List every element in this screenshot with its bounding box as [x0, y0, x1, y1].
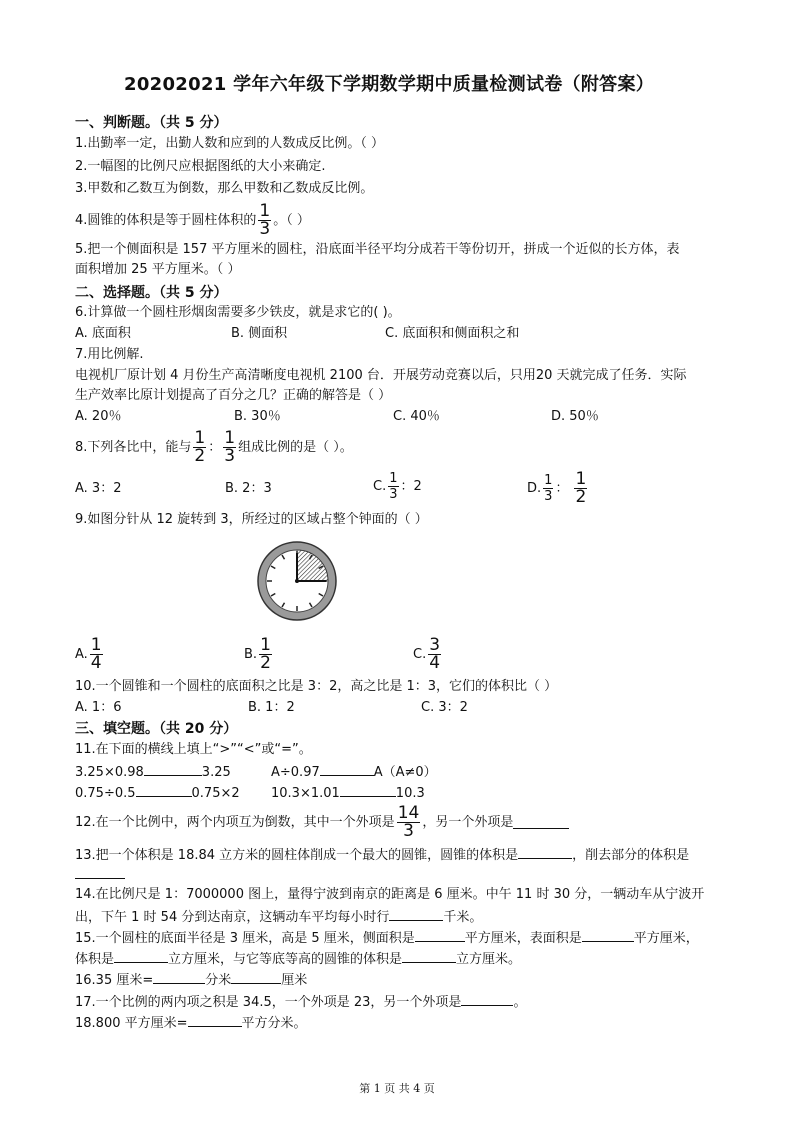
question-5-line-1: 5.把一个侧面积是 157 平方厘米的圆柱，沿底面半径平均分成若干等份切开，拼成一个近似的长方体，表	[75, 242, 680, 257]
question-13-line-1	[75, 846, 689, 864]
answer-blank[interactable]	[518, 846, 572, 859]
question-12-text: 12.在一个比例中，两个内项互为倒数，其中一个外项是	[75, 814, 395, 830]
fraction-one-third: $\frac{1}{3}$	[224, 428, 236, 466]
expression: 0.75×2	[191, 786, 240, 801]
section-heading-choice: 二、选择题。（共 5 分）	[75, 285, 228, 301]
option-d-label: D.	[527, 480, 542, 496]
question-7-line-1: 电视机厂原计划 4 月份生产高清晰度电视机 2100 台．开展劳动竞赛以后，只用20 天就完成了任务．实际	[75, 368, 687, 383]
ratio-colon: ：	[555, 480, 569, 496]
question-12-text-2: ，另一个外项是	[422, 814, 514, 830]
question-11-item-1	[75, 763, 231, 781]
question-15-text-2: 平方厘米，表面积是	[464, 931, 582, 946]
question-4-text: 4.圆锥的体积是等于圆柱体积的	[75, 212, 257, 228]
option-c-label: C.	[373, 478, 387, 494]
question-11-item-3	[75, 784, 240, 802]
question-5-line-2: 面积增加 25 平方厘米。（ ）	[75, 262, 241, 277]
question-9-option-b	[244, 635, 274, 673]
answer-blank[interactable]	[461, 993, 513, 1006]
option-c-ratio: ：2	[400, 478, 422, 494]
answer-blank[interactable]	[153, 971, 205, 984]
question-7-option-d: D. 50％	[551, 409, 599, 424]
fraction-one-quarter: $\frac{1}{4}$	[90, 635, 102, 673]
question-15-line-2	[75, 950, 521, 968]
fraction-one-third: $\frac{1}{3}$	[259, 201, 271, 239]
question-4-suffix: 。（ ）	[273, 212, 310, 228]
question-3: 3.甲数和乙数互为倒数，那么甲数和乙数成反比例。	[75, 181, 374, 196]
fraction-one-half: $\frac{1}{2}$	[260, 635, 271, 673]
question-2: 2.一幅图的比例尺应根据图纸的大小来确定.	[75, 159, 326, 174]
question-9-option-a	[75, 635, 105, 673]
answer-blank[interactable]	[144, 763, 202, 776]
question-15-text-3: 体积是	[75, 952, 115, 967]
question-10-option-c: C. 3：2	[421, 700, 468, 715]
question-7-option-b: B. 30％	[234, 409, 281, 424]
expression: 3.25	[201, 765, 231, 780]
page-footer: 第 1 页 共 4 页	[359, 1082, 435, 1095]
option-c-label: C.	[413, 646, 427, 662]
fraction-one-half: $\frac{1}{2}$	[575, 469, 587, 507]
question-13-line-2	[75, 866, 125, 884]
question-6-option-c: C. 底面积和侧面积之和	[385, 326, 520, 341]
answer-blank[interactable]	[402, 950, 456, 963]
option-a-label: A.	[75, 646, 88, 662]
question-15-text-4: 立方厘米，与它等底等高的圆锥的体积是	[168, 952, 403, 967]
answer-blank[interactable]	[513, 816, 569, 829]
question-6-option-b: B. 侧面积	[231, 326, 288, 341]
question-8-option-c	[373, 472, 422, 501]
answer-blank[interactable]	[415, 929, 465, 942]
question-8-text: 8.下列各比中，能与	[75, 439, 192, 455]
fraction-one-third: $\frac{1}{3}$	[389, 471, 398, 502]
answer-blank[interactable]	[75, 866, 125, 879]
fraction-fourteen-thirds: $\frac{14}{3}$	[397, 803, 420, 841]
section-heading-fill-in: 三、填空题。（共 20 分）	[75, 721, 238, 737]
page-title: 20202021 学年六年级下学期数学期中质量检测试卷（附答案）	[124, 74, 655, 95]
unit-centimeter: 厘米	[281, 973, 308, 988]
question-15-unit-2: 立方厘米。	[456, 952, 522, 967]
period: 。	[513, 995, 527, 1010]
fraction-three-quarters: $\frac{3}{4}$	[429, 635, 441, 673]
question-12	[75, 803, 569, 841]
question-15-text: 15.一个圆柱的底面半径是 3 厘米，高是 5 厘米，侧面积是	[75, 931, 415, 946]
question-14-unit: 千米。	[443, 910, 483, 925]
expression: 3.25×0.98	[75, 765, 144, 780]
expression: 10.3	[395, 786, 425, 801]
answer-blank[interactable]	[582, 929, 634, 942]
fraction-one-third: $\frac{1}{3}$	[544, 473, 553, 504]
question-7-line-2: 生产效率比原计划提高了百分之几？正确的解答是（ ）	[75, 388, 392, 403]
question-13-text-2: ，削去部分的体积是	[572, 848, 690, 863]
question-8	[75, 428, 353, 466]
question-13-text: 13.把一个体积是 18.84 立方米的圆柱体削成一个最大的圆锥，圆锥的体积是	[75, 848, 519, 863]
question-15-unit: 平方厘米，	[633, 931, 699, 946]
question-18-text: 18.800 平方厘米=	[75, 1016, 188, 1031]
section-heading-judgment: 一、判断题。（共 5 分）	[75, 115, 228, 131]
question-17	[75, 993, 526, 1011]
question-11-item-4	[271, 784, 425, 802]
question-16	[75, 971, 307, 989]
answer-blank[interactable]	[389, 908, 443, 921]
expression: 10.3×1.01	[271, 786, 340, 801]
question-6: 6.计算做一个圆柱形烟囱需要多少铁皮，就是求它的( )。	[75, 305, 401, 320]
question-14-line-1: 14.在比例尺是 1：7000000 图上，量得宁波到南京的距离是 6 厘米。中午 11 时 30 分，一辆动车从宁波开	[75, 887, 705, 902]
question-7: 7.用比例解.	[75, 347, 144, 362]
question-10-option-b: B. 1：2	[248, 700, 295, 715]
expression: 0.75÷0.5	[75, 786, 136, 801]
question-9: 9.如图分针从 12 旋转到 3，所经过的区域占整个钟面的（ ）	[75, 512, 428, 527]
clock-figure	[256, 540, 338, 622]
answer-blank[interactable]	[136, 784, 192, 797]
unit-square-decimeter: 平方分米。	[241, 1016, 307, 1031]
question-1: 1.出勤率一定，出勤人数和应到的人数成反比例。（ ）	[75, 136, 385, 151]
question-10-option-a: A. 1：6	[75, 700, 122, 715]
question-7-option-a: A. 20％	[75, 409, 122, 424]
question-15-line-1	[75, 929, 699, 947]
answer-blank[interactable]	[231, 971, 281, 984]
question-9-option-c	[413, 635, 443, 673]
clock-center	[295, 579, 299, 583]
question-8-suffix: 组成比例的是（ ）。	[238, 439, 353, 455]
expression: A（A≠0）	[373, 765, 437, 780]
question-18	[75, 1014, 307, 1032]
ratio-colon: ：	[208, 439, 222, 455]
expression: A÷0.97	[271, 765, 320, 780]
question-4	[75, 201, 310, 239]
question-17-text: 17.一个比例的两内项之积是 34.5，一个外项是 23，另一个外项是	[75, 995, 462, 1010]
answer-blank[interactable]	[114, 950, 168, 963]
unit-decimeter: 分米	[205, 973, 232, 988]
question-8-option-a: A. 3：2	[75, 481, 122, 496]
question-8-option-b: B. 2：3	[225, 481, 272, 496]
answer-blank[interactable]	[188, 1014, 242, 1027]
fraction-one-half: $\frac{1}{2}$	[194, 428, 206, 466]
question-10: 10.一个圆锥和一个圆柱的底面积之比是 3：2，高之比是 1：3，它们的体积比（ ）	[75, 679, 558, 694]
answer-blank[interactable]	[320, 763, 374, 776]
question-7-option-c: C. 40％	[393, 409, 440, 424]
question-14-line-2	[75, 908, 482, 926]
question-8-option-d	[527, 469, 589, 507]
question-6-option-a: A. 底面积	[75, 326, 131, 341]
question-11: 11.在下面的横线上填上“>”“<”或“=”。	[75, 742, 312, 757]
answer-blank[interactable]	[340, 784, 396, 797]
question-16-text: 16.35 厘米=	[75, 973, 154, 988]
option-b-label: B.	[244, 646, 258, 662]
question-14-text: 出，下午 1 时 54 分到达南京，这辆动车平均每小时行	[75, 910, 390, 925]
question-11-item-2	[271, 763, 437, 781]
